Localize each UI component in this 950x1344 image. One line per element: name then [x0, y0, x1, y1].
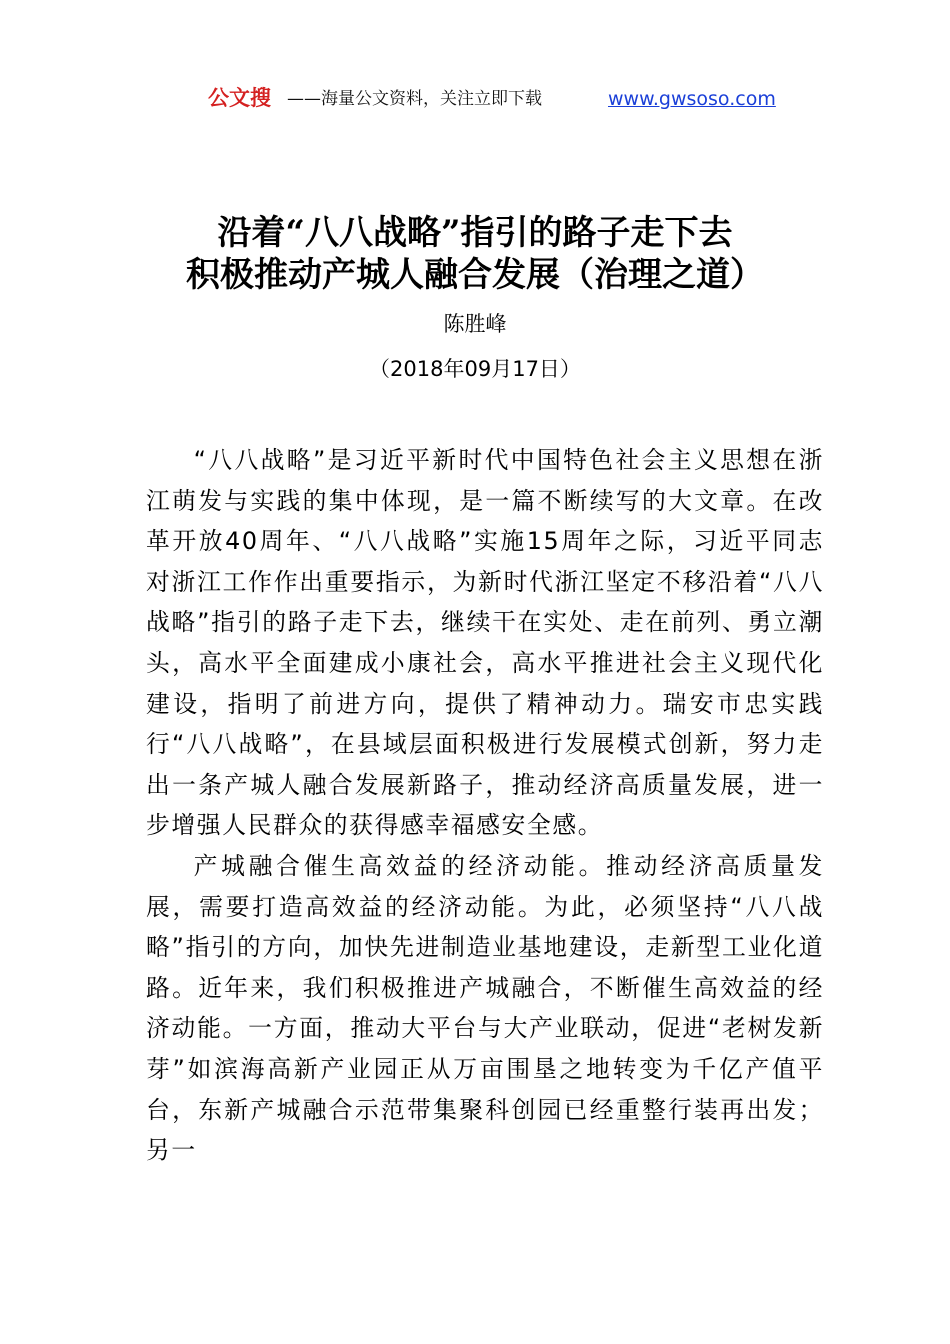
title-line-2: 积极推动产城人融合发展（治理之道）	[186, 255, 764, 295]
article-date: （2018年09月17日）	[369, 357, 581, 381]
body-paragraph: “八八战略”是习近平新时代中国特色社会主义思想在浙江萌发与实践的集中体现，是一篇不断续写的大文章。在改革开放40周年、“八八战略”实施15周年之际，习近平同志对浙江工作作出重要指示，为新时代浙江坚定不移沿着“八八战略”指引的路子走下去，继续干在实处、走在前列、勇立潮头，高水平全面建成小康社会，高水平推进社会主义现代化建设，指明了前进方向，提供了精神动力。瑞安市忠实践行“八八战略”，在县域层面积极进行发展模式创新，努力走出一条产城人融合发展新路子，推动经济高质量发展，进一步增强人民群众的获得感幸福感安全感。	[146, 446, 824, 840]
promo-header	[0, 84, 950, 114]
title-line-1: 沿着“八八战略”指引的路子走下去	[217, 213, 733, 253]
website-link[interactable]: www.gwsoso.com	[608, 88, 776, 110]
body-paragraph: 产城融合催生高效益的经济动能。推动经济高质量发展，需要打造高效益的经济动能。为此，必须坚持“八八战略”指引的方向，加快先进制造业基地建设，走新型工业化道路。近年来，我们积极推进产城融合，不断催生高效益的经济动能。一方面，推动大平台与大产业联动，促进“老树发新芽”如滨海高新产业园正从万亩围垦之地转变为千亿产值平台，东新产城融合示范带集聚科创园已经重整行装再出发；另一	[146, 851, 824, 1165]
article-body	[146, 440, 824, 1171]
article-author: 陈胜峰	[443, 312, 507, 336]
brand-logo-text: 公文搜	[208, 86, 271, 110]
header-tagline: ——海量公文资料，关注立即下载	[287, 89, 542, 109]
article-title	[0, 212, 950, 296]
